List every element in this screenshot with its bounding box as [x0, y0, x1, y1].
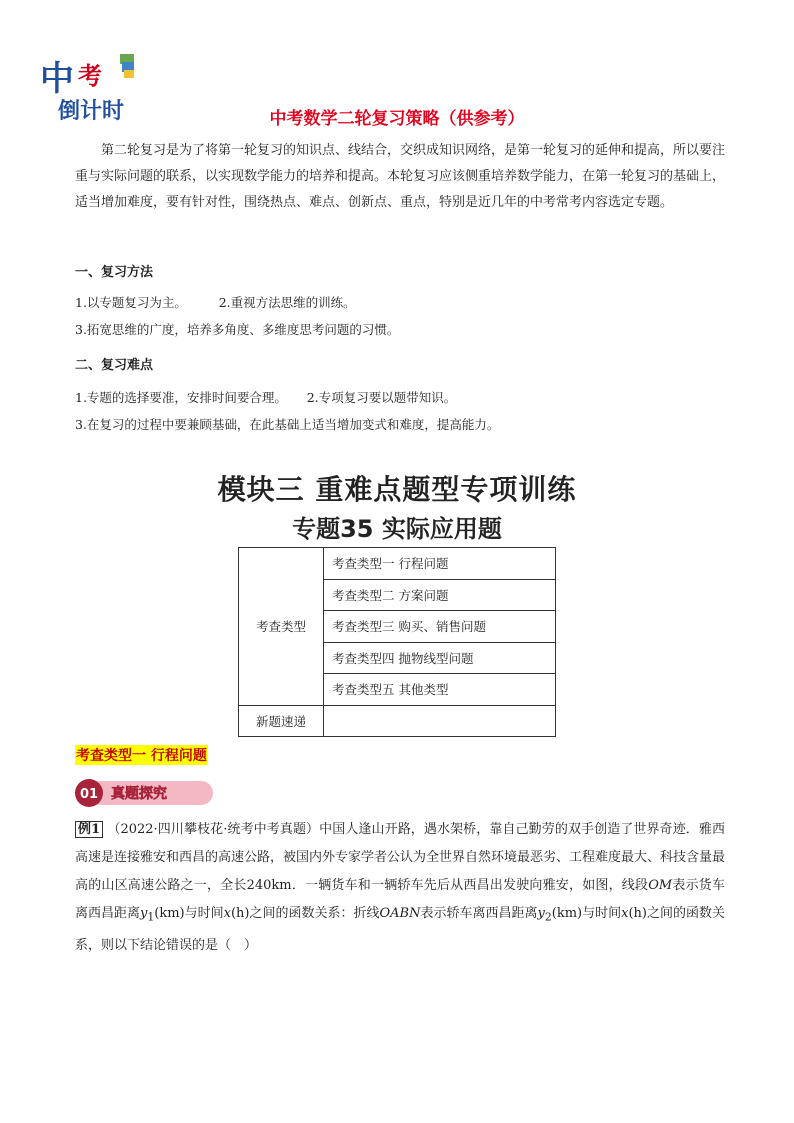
- example-label: 例1: [75, 821, 103, 838]
- outline-new-questions-label: 新题速递: [239, 705, 324, 737]
- badge-text: 真题探究: [111, 786, 167, 802]
- outline-item-3: 考查类型三 购买、销售问题: [324, 611, 556, 643]
- methods-line-2: 3.拓宽思维的广度，培养多角度、多维度思考问题的习惯。: [75, 322, 400, 337]
- real-question-badge: [75, 778, 215, 808]
- table-row: [239, 705, 556, 737]
- module-title: 模块三 重难点题型专项训练: [217, 473, 577, 506]
- difficulties-line-2: 3.在复习的过程中要兼顾基础，在此基础上适当增加变式和难度，提高能力。: [75, 417, 500, 432]
- outline-item-4: 考查类型四 抛物线型问题: [324, 642, 556, 674]
- badge-number: 01: [79, 787, 99, 802]
- table-row: [239, 548, 556, 580]
- outline-group-label: 考查类型: [239, 548, 324, 706]
- outline-item-1: 考查类型一 行程问题: [324, 548, 556, 580]
- methods-line-1: 1.以专题复习为主。 2.重视方法思维的训练。: [75, 295, 356, 310]
- topic-outline-table: [238, 547, 556, 737]
- outline-item-5: 考查类型五 其他类型: [324, 674, 556, 706]
- logo-text-zhong: 中: [40, 59, 74, 99]
- type1-heading: 考查类型一 行程问题: [75, 745, 208, 765]
- section-heading-methods: 一、复习方法: [75, 265, 154, 280]
- intro-paragraph: 第二轮复习是为了将第一轮复习的知识点、线结合，交织成知识网络，是第一轮复习的延伸和提高，所以要注重与实际问题的联系，以实现数学能力的培养和提高。本轮复习应该侧重培养数学能力，在第一轮复习的基础上，适当增加难度，要有针对性，围绕热点、难点、创新点、重点，特别是近几年的中考常考内容选定专题。: [75, 143, 726, 210]
- topic-title: 专题35 实际应用题: [292, 515, 502, 543]
- outline-item-2: 考查类型二 方案问题: [324, 579, 556, 611]
- logo-text-daojishi: 倒计时: [58, 99, 125, 124]
- page-title: 中考数学二轮复习策略（供参考）: [269, 109, 525, 129]
- section-heading-difficulties: 二、复习难点: [75, 358, 154, 373]
- difficulties-line-1: 1.专题的选择要准，安排时间要合理。 2.专项复习要以题带知识。: [75, 390, 457, 405]
- outline-new-questions-value: [324, 705, 556, 737]
- example-1-question: 例1 （2022·四川攀枝花·统考中考真题）中国人逢山开路，遇水架桥，靠自己勤劳的双手创造了世界奇迹．雅西高速是连接雅安和西昌的高速公路，被国内外专家学者公认为全世界自然环境最恶劣、工程难度最大、科技含量最高的山区高速公路之一，全长240km．一辆货车和一辆轿车先后从西昌出发驶向雅安，如图，线段OM表示货车离西昌距离$y_1(km)$与时间x(h)之间的函数关系：折线OABN表示轿车离西昌距离$y_2(km)$与时间x(h)之间的函数关系，则以下结论错误的是（ ）: [75, 822, 726, 953]
- logo-text-kao: 考: [78, 62, 102, 90]
